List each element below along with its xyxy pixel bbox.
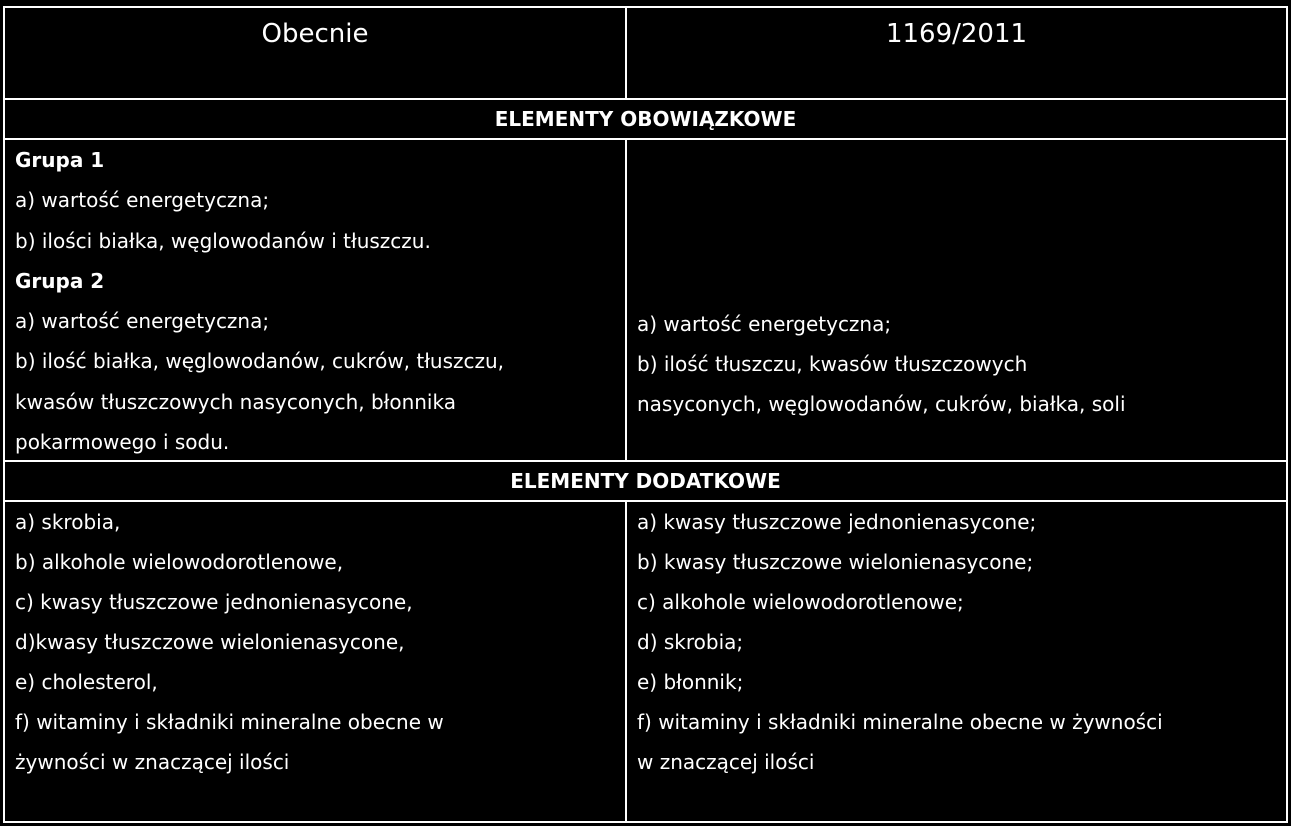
mandatory-regulation-cell [627,140,1286,460]
list-item: f) witaminy i składniki mineralne obecne w żywności [637,710,1163,734]
list-item: a) wartość energetyczna; [15,188,270,213]
section-mandatory-row [5,100,1286,140]
list-item: a) skrobia, [15,510,121,534]
list-item: Grupa 2 [15,268,105,293]
list-item: a) kwasy tłuszczowe jednonienasycone; [637,510,1037,534]
list-item: a) wartość energetyczna; [637,312,892,336]
list-item: nasyconych, węglowodanów, cukrów, białka, soli [637,392,1126,416]
mandatory-current-list [15,140,619,462]
list-item: b) alkohole wielowodorotlenowe, [15,550,344,574]
additional-current-list [15,502,619,782]
list-item: e) cholesterol, [15,670,158,694]
list-item: kwasów tłuszczowych nasyconych, błonnika [15,389,456,414]
list-item: pokarmowego i sodu. [15,430,230,455]
additional-regulation-list [637,502,1280,782]
list-item: b) kwasy tłuszczowe wielonienasycone; [637,550,1034,574]
list-item: e) błonnik; [637,670,744,694]
comparison-table [3,6,1288,823]
section-additional-row [5,462,1286,502]
list-item: c) alkohole wielowodorotlenowe; [637,590,964,614]
additional-regulation-cell [627,502,1286,821]
header-current-label: Obecnie [261,19,369,49]
list-item: b) ilość białka, węglowodanów, cukrów, tłuszczu, [15,349,505,374]
header-regulation-label: 1169/2011 [885,19,1028,49]
list-item: żywności w znaczącej ilości [15,750,290,774]
list-item: Grupa 1 [15,148,105,172]
header-row [5,8,1286,100]
mandatory-regulation-list [637,304,1280,424]
mandatory-current-cell [5,140,627,460]
additional-current-cell [5,502,627,821]
list-item: b) ilość tłuszczu, kwasów tłuszczowych [637,352,1028,376]
header-cell-regulation [627,8,1286,98]
list-item: f) witaminy i składniki mineralne obecne w [15,710,444,734]
section-additional-title: ELEMENTY DODATKOWE [510,469,781,493]
list-item: a) wartość energetyczna; [15,309,270,334]
list-item: d) skrobia; [637,630,744,654]
section-mandatory-title: ELEMENTY OBOWIĄZKOWE [494,107,797,131]
header-cell-current [5,8,627,98]
list-item: c) kwasy tłuszczowe jednonienasycone, [15,590,413,614]
list-item: w znaczącej ilości [637,750,815,774]
list-item: d)kwasy tłuszczowe wielonienasycone, [15,630,405,654]
list-item: b) ilości białka, węglowodanów i tłuszczu. [15,228,431,253]
additional-body-row [5,502,1286,821]
mandatory-body-row [5,140,1286,462]
